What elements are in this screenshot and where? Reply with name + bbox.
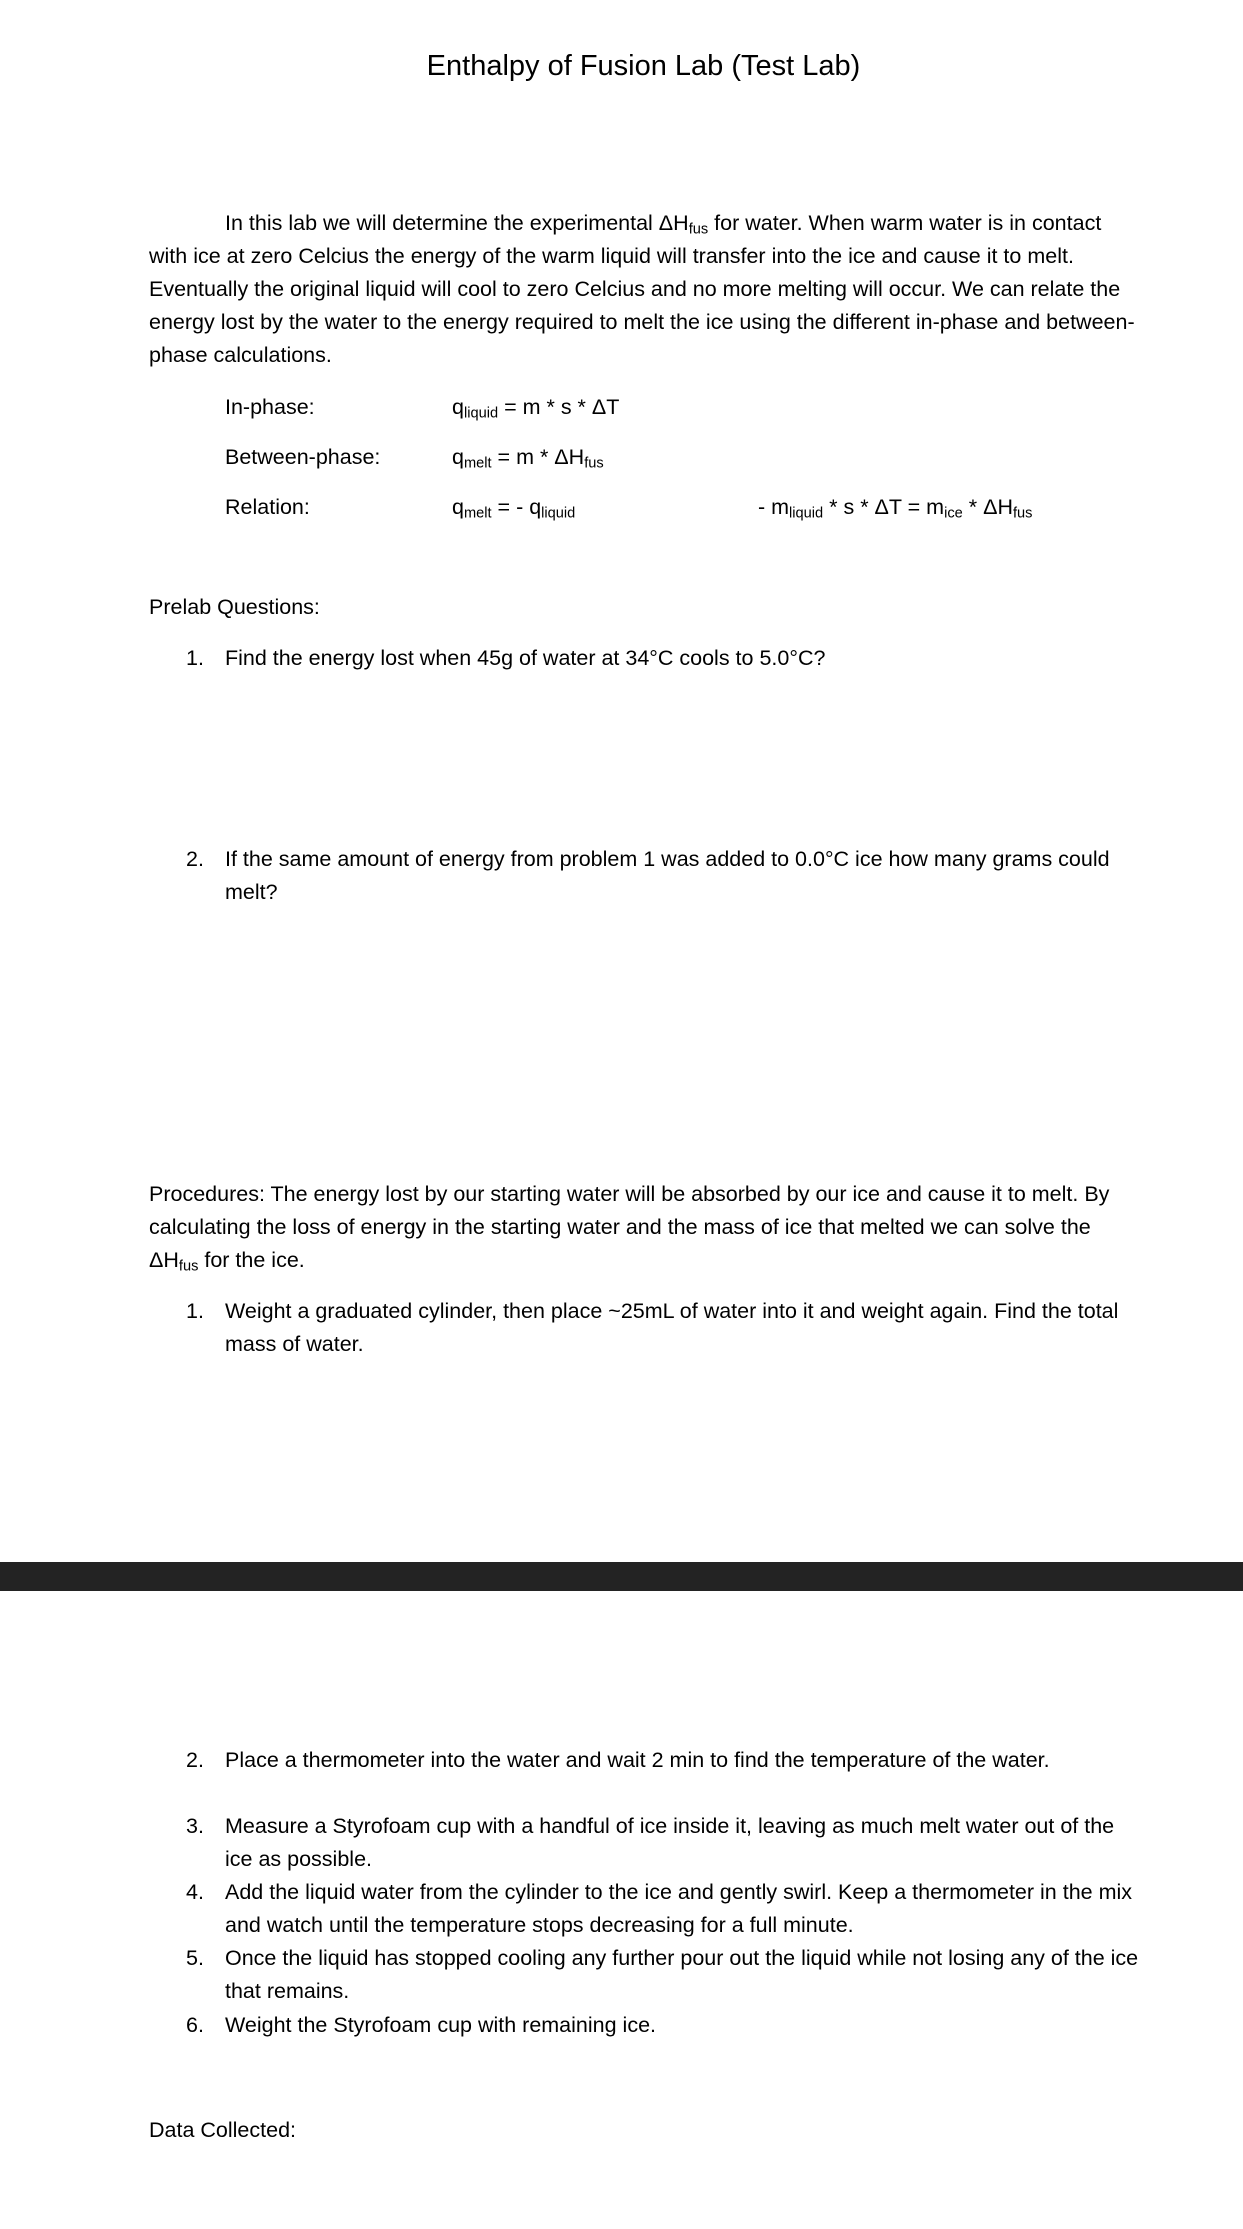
prelab-question-1: Find the energy lost when 45g of water at 34°C cools to 5.0°C? bbox=[225, 646, 826, 670]
step-number: 6. bbox=[186, 2013, 204, 2037]
in-phase-label: In-phase: bbox=[225, 395, 315, 419]
step-number: 3. bbox=[186, 1814, 204, 1838]
data-collected-heading: Data Collected: bbox=[149, 2118, 296, 2142]
procedure-step-6: Weight the Styrofoam cup with remaining ice. bbox=[225, 2013, 656, 2037]
prelab-q2-number: 2. bbox=[186, 847, 204, 871]
prelab-question-2: If the same amount of energy from problem 1 was added to 0.0°C ice how many grams could melt? bbox=[225, 847, 1110, 904]
intro-paragraph: In this lab we will determine the experimental $\Delta H_{fus}$ for water. When warm water is in contact with ice at zero Celcius the energy of the warm liquid will transfer into the ice and cause it to melt. Eventually the original liquid will cool to zero Celcius and no more melting will occur. We can relate the energy lost by the water to the energy required to melt the ice using the different in-phase and between-phase calculations. bbox=[149, 211, 1135, 367]
procedure-step-2: Place a thermometer into the water and wait 2 min to find the temperature of the water. bbox=[225, 1748, 1050, 1772]
step-number: 5. bbox=[186, 1946, 204, 1970]
between-phase-label: Between-phase: bbox=[225, 445, 381, 469]
procedure-step-3: Measure a Styrofoam cup with a handful of ice inside it, leaving as much melt water out of the ice as possible. bbox=[225, 1814, 1115, 1871]
document-title: Enthalpy of Fusion Lab (Test Lab) bbox=[426, 50, 861, 82]
step-number: 2. bbox=[186, 1748, 204, 1772]
step-number: 4. bbox=[186, 1880, 204, 1904]
between-phase-equation: $q_{melt} = m * \Delta H_{fus}$ bbox=[452, 445, 604, 472]
procedure-step-4: Add the liquid water from the cylinder to the ice and gently swirl. Keep a thermometer in the mix and watch until the temperature stops decreasing for a full minute. bbox=[225, 1880, 1133, 1937]
relation-label: Relation: bbox=[225, 495, 310, 519]
page-divider bbox=[0, 1562, 1243, 1591]
relation-equation: $q_{melt}$ = - $q_{liquid}$ bbox=[452, 495, 576, 522]
relation-expanded-equation: - $m_{liquid} * s * \Delta T = m_{ice} * \Delta H_{fus}$ bbox=[758, 495, 1033, 522]
prelab-heading: Prelab Questions: bbox=[149, 595, 320, 619]
step-number: 1. bbox=[186, 1299, 204, 1323]
procedure-step-1: Weight a graduated cylinder, then place ~25mL of water into it and weight again. Find the total mass of water. bbox=[225, 1299, 1119, 1356]
procedure-step-5: Once the liquid has stopped cooling any further pour out the liquid while not losing any of the ice that remains. bbox=[225, 1946, 1139, 2003]
in-phase-equation: $q_{liquid} = m * s * \Delta T$ bbox=[452, 395, 620, 422]
procedures-paragraph: Procedures: The energy lost by our starting water will be absorbed by our ice and cause it to melt. By calculating the loss of energy in the starting water and the mass of ice that melted we can solve the $\Delta H_{fus}$ for the ice. bbox=[149, 1182, 1110, 1275]
prelab-q1-number: 1. bbox=[186, 646, 204, 670]
